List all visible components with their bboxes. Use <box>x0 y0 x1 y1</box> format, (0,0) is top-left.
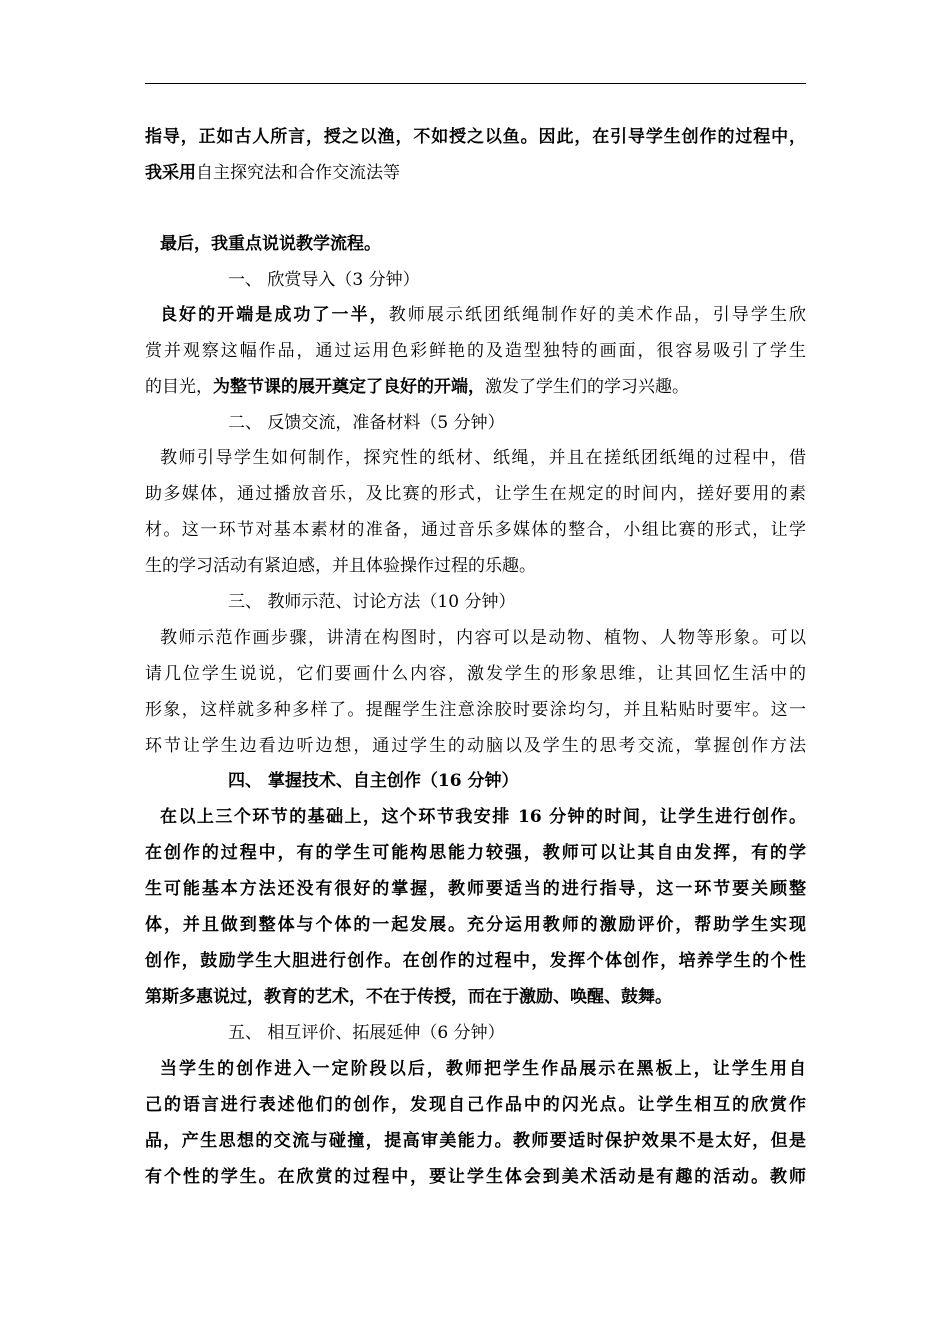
section-5-line-4: 有个性的学生。在欣赏的过程中，要让学生体会到美术活动是有趣的活动。教师 <box>145 1167 806 1187</box>
section-1-line-2: 赏并观察这幅作品，通过运用色彩鲜艳的及造型独特的画面，很容易吸引了学生 <box>145 341 806 361</box>
section-3-line-1: 教师示范作画步骤，讲清在构图时，内容可以是动物、植物、人物等形象。可以 <box>160 628 806 648</box>
section-3-heading: 三、 教师示范、讨论方法（10 分钟） <box>228 592 516 612</box>
section-4-line-5: 创作，鼓励学生大胆进行创作。在创作的过程中，发挥个体创作，培养学生的个性 <box>145 951 806 971</box>
section-4-line-3: 生可能基本方法还没有很好的掌握，教师要适当的进行指导，这一环节要关顾整 <box>145 879 806 899</box>
section-1-line-3 <box>145 375 806 399</box>
flow-title: 最后，我重点说说教学流程。 <box>160 234 381 254</box>
section-2-line-1: 教师引导学生如何制作，探究性的纸材、纸绳，并且在搓纸团纸绳的过程中，借 <box>160 448 806 468</box>
s1l1-bold: 良好的开端是成功了一半， <box>160 305 389 325</box>
intro-line-2 <box>145 161 806 185</box>
intro-line-1: 指导，正如古人所言，授之以渔，不如授之以鱼。因此，在引导学生创作的过程中， <box>145 127 806 147</box>
section-4-line-4: 体，并且做到整体与个体的一起发展。充分运用教师的激励评价，帮助学生实现 <box>145 915 806 935</box>
s1l3-normal2: 激发了学生们的学习兴趣。 <box>485 377 689 397</box>
section-5-line-2: 己的语言进行表述他们的创作，发现自己作品中的闪光点。让学生相互的欣赏作 <box>145 1095 806 1115</box>
section-2-line-3: 材。这一环节对基本素材的准备，通过音乐多媒体的整合，小组比赛的形式，让学 <box>145 520 806 540</box>
section-4-line-1: 在以上三个环节的基础上，这个环节我安排 16 分钟的时间，让学生进行创作。 <box>160 807 806 827</box>
section-1-heading: 一、 欣赏导入（3 分钟） <box>228 270 420 290</box>
s1l3-normal: 的目光， <box>145 377 213 397</box>
section-3-line-3: 形象，这样就多种多样了。提醒学生注意涂胶时要涂均匀，并且粘贴时要牢。这一 <box>145 700 806 720</box>
section-4-line-2: 在创作的过程中，有的学生可能构思能力较强，教师可以让其自由发挥，有的学 <box>145 843 806 863</box>
section-5-heading: 五、 相互评价、拓展延伸（6 分钟） <box>228 1023 505 1043</box>
intro-bold: 我采用 <box>145 163 196 183</box>
section-2-line-4: 生的学习活动有紧迫感，并且体验操作过程的乐趣。 <box>145 556 536 576</box>
section-2-line-2: 助多媒体，通过播放音乐，及比赛的形式，让学生在规定的时间内，搓好要用的素 <box>145 484 806 504</box>
section-1-line-1 <box>145 303 806 327</box>
section-5-line-3: 品，产生思想的交流与碰撞，提高审美能力。教师要适时保护效果不是太好，但是 <box>145 1131 806 1151</box>
intro-normal: 自主探究法和合作交流法等 <box>196 163 400 183</box>
section-5-line-1: 当学生的创作进入一定阶段以后，教师把学生作品展示在黑板上，让学生用自 <box>160 1059 806 1079</box>
header-rule <box>145 83 806 84</box>
section-4-heading: 四、 掌握技术、自主创作（16 分钟） <box>228 771 519 791</box>
s1l3-bold: 为整节课的展开奠定了良好的开端， <box>213 377 485 397</box>
section-3-line-4: 环节让学生边看边听边想，通过学生的动脑以及学生的思考交流，掌握创作方法 <box>145 736 806 756</box>
section-3-line-2: 请几位学生说说，它们要画什么内容，激发学生的形象思维，让其回忆生活中的 <box>145 664 806 684</box>
section-2-heading: 二、 反馈交流，准备材料（5 分钟） <box>228 413 505 433</box>
s1l1-normal: 教师展示纸团纸绳制作好的美术作品，引导学生欣 <box>388 305 806 325</box>
section-4-line-6: 第斯多惠说过，教育的艺术，不在于传授，而在于激励、唤醒、鼓舞。 <box>145 987 672 1007</box>
